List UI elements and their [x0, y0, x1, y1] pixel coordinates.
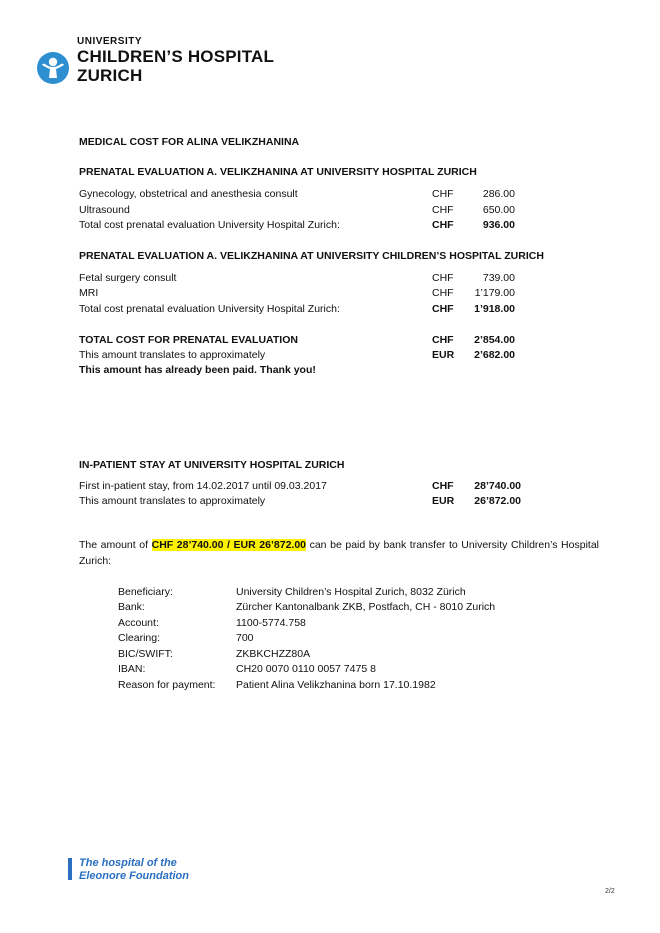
footer-line1: The hospital of the: [79, 857, 177, 869]
table-row: [79, 188, 539, 202]
row-desc: MRI: [79, 287, 99, 299]
row-amount: 650.00: [482, 204, 515, 216]
row-currency: CHF: [432, 287, 454, 299]
approx-label: This amount translates to approximately: [79, 349, 266, 361]
bank-value: Zürcher Kantonalbank ZKB, Postfach, CH - 8010 Zurich: [236, 601, 496, 613]
inpatient-approx-desc: This amount translates to approximately: [79, 495, 266, 507]
row-desc: Fetal surgery consult: [79, 272, 177, 284]
inpatient-approx-row: [79, 495, 539, 509]
bank-row-clearing: [118, 632, 548, 647]
inpatient-approx-amount: 26’872.00: [474, 495, 521, 507]
payment-highlight-amount: CHF 28’740.00 / EUR 26’872.00: [151, 539, 307, 551]
logo-text-childrens-hospital: CHILDREN’S HOSPITAL: [77, 47, 275, 66]
child-figure-icon: [36, 51, 70, 85]
bank-value: 1100-5774.758: [236, 617, 306, 629]
bank-value: University Children’s Hospital Zurich, 8032 Zürich: [236, 586, 466, 598]
payment-paragraph: [79, 537, 599, 569]
table-row-total: [79, 219, 539, 233]
bank-value: CH20 0070 0110 0057 7475 8: [236, 663, 376, 675]
row-amount: 936.00: [482, 219, 515, 231]
bank-row-iban: [118, 663, 548, 678]
page-number: 2/2: [605, 888, 615, 895]
bank-row-account: [118, 617, 548, 632]
footer-line2: Eleonore Foundation: [79, 870, 189, 882]
section2-heading: PRENATAL EVALUATION A. VELIKZHANINA AT UNIVERSITY CHILDREN’S HOSPITAL ZURICH: [79, 250, 544, 262]
bank-row-bic: [118, 648, 548, 663]
table-row: [79, 272, 539, 286]
bank-value: 700: [236, 632, 254, 644]
table-row: [79, 204, 539, 218]
bank-value: ZKBKCHZZ80A: [236, 648, 311, 660]
section1-heading: PRENATAL EVALUATION A. VELIKZHANINA AT UNIVERSITY HOSPITAL ZURICH: [79, 166, 477, 178]
row-desc: Gynecology, obstetrical and anesthesia consult: [79, 188, 298, 200]
bank-row-bank: [118, 601, 548, 616]
inpatient-currency: CHF: [432, 480, 454, 492]
footer-accent-bar: [68, 858, 72, 880]
bank-key: Reason for payment:: [118, 679, 216, 691]
row-amount: 1’918.00: [474, 303, 515, 315]
payment-text-after: can be paid by bank transfer to University Children’s Hospital Zurich:: [79, 539, 599, 567]
total-approx-row: [79, 349, 539, 363]
inpatient-row: [79, 480, 539, 494]
inpatient-amount: 28’740.00: [474, 480, 521, 492]
row-currency: CHF: [432, 204, 454, 216]
total-row: [79, 334, 539, 348]
bank-row-reason: [118, 679, 548, 694]
table-row: [79, 287, 539, 301]
bank-key: BIC/SWIFT:: [118, 648, 173, 660]
approx-amount: 2’682.00: [474, 349, 515, 361]
row-currency: CHF: [432, 303, 454, 315]
row-amount: 286.00: [482, 188, 515, 200]
row-amount: 1’179.00: [474, 287, 515, 299]
row-desc: Total cost prenatal evaluation University Hospital Zurich:: [79, 219, 340, 231]
bank-row-beneficiary: [118, 586, 548, 601]
document-title: MEDICAL COST FOR ALINA VELIKZHANINA: [79, 136, 300, 148]
total-amount: 2’854.00: [474, 334, 515, 346]
total-currency: CHF: [432, 334, 454, 346]
logo-text-zurich: ZURICH: [77, 66, 143, 85]
row-currency: CHF: [432, 272, 454, 284]
row-desc: Ultrasound: [79, 204, 130, 216]
bank-key: Account:: [118, 617, 159, 629]
payment-text-before: The amount of: [79, 539, 152, 551]
bank-key: Beneficiary:: [118, 586, 173, 598]
row-desc: Total cost prenatal evaluation University Hospital Zurich:: [79, 303, 340, 315]
inpatient-heading: IN-PATIENT STAY AT UNIVERSITY HOSPITAL ZURICH: [79, 459, 345, 471]
inpatient-approx-currency: EUR: [432, 495, 455, 507]
bank-key: Bank:: [118, 601, 145, 613]
inpatient-desc: First in-patient stay, from 14.02.2017 until 09.03.2017: [79, 480, 327, 492]
row-currency: CHF: [432, 219, 454, 231]
paid-note: This amount has already been paid. Thank you!: [79, 364, 316, 376]
approx-currency: EUR: [432, 349, 455, 361]
row-amount: 739.00: [482, 272, 515, 284]
table-row-total: [79, 303, 539, 317]
logo-text-university: UNIVERSITY: [77, 36, 143, 47]
total-label: TOTAL COST FOR PRENATAL EVALUATION: [79, 334, 298, 346]
bank-value: Patient Alina Velikzhanina born 17.10.1982: [236, 679, 436, 691]
bank-key: IBAN:: [118, 663, 146, 675]
row-currency: CHF: [432, 188, 454, 200]
bank-key: Clearing:: [118, 632, 161, 644]
